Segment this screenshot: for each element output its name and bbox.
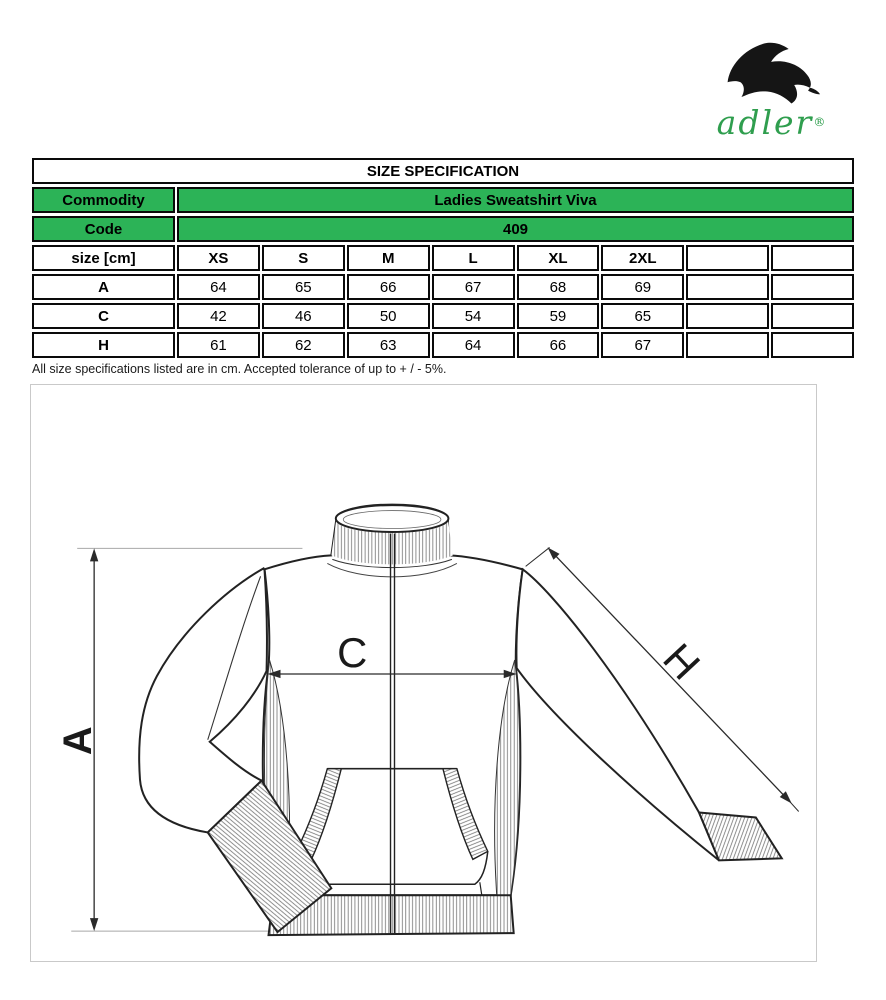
size-value-cell: 66 xyxy=(347,274,430,300)
size-col: L xyxy=(432,245,515,271)
size-header-row xyxy=(32,245,854,271)
measure-row-a xyxy=(32,274,854,300)
size-spec-table xyxy=(30,155,856,361)
adler-logo xyxy=(702,36,842,142)
size-col: XL xyxy=(517,245,600,271)
size-value-cell: 54 xyxy=(432,303,515,329)
tolerance-note: All size specifications listed are in cm. Accepted tolerance of up to + / - 5%. xyxy=(32,362,447,376)
right-sleeve xyxy=(516,569,781,860)
table-title-row xyxy=(32,158,854,184)
size-value-cell: 64 xyxy=(177,274,260,300)
commodity-label: Commodity xyxy=(32,187,175,213)
size-value-cell: 59 xyxy=(517,303,600,329)
size-value-cell: 69 xyxy=(601,274,684,300)
size-value-cell: 65 xyxy=(601,303,684,329)
size-value-cell-empty xyxy=(686,303,769,329)
size-value-cell: 46 xyxy=(262,303,345,329)
size-value-cell: 67 xyxy=(601,332,684,358)
size-value-cell-empty xyxy=(686,274,769,300)
size-col: M xyxy=(347,245,430,271)
size-value-cell: 50 xyxy=(347,303,430,329)
row-label: C xyxy=(32,303,175,329)
size-value-cell: 66 xyxy=(517,332,600,358)
sweatshirt-drawing xyxy=(31,385,816,961)
size-value-cell: 42 xyxy=(177,303,260,329)
size-value-cell: 62 xyxy=(262,332,345,358)
size-value-cell: 67 xyxy=(432,274,515,300)
label-c: C xyxy=(337,629,368,677)
registered-mark: ® xyxy=(813,115,828,129)
size-col: 2XL xyxy=(601,245,684,271)
label-a: A xyxy=(56,726,101,756)
size-col-header: size [cm] xyxy=(32,245,175,271)
size-value-cell-empty xyxy=(771,332,854,358)
size-value-cell-empty xyxy=(771,303,854,329)
collar-opening xyxy=(336,505,449,532)
label-h: H xyxy=(654,634,710,689)
commodity-row xyxy=(32,187,854,213)
brand-text: adler xyxy=(716,103,814,142)
table-title: SIZE SPECIFICATION xyxy=(32,158,854,184)
size-value-cell: 64 xyxy=(432,332,515,358)
size-value-cell-empty xyxy=(686,332,769,358)
row-label: H xyxy=(32,332,175,358)
garment-diagram xyxy=(30,384,817,962)
measure-row-c xyxy=(32,303,854,329)
size-value-cell: 65 xyxy=(262,274,345,300)
code-row xyxy=(32,216,854,242)
size-col-empty xyxy=(771,245,854,271)
brand-wordmark xyxy=(702,103,842,142)
code-value: 409 xyxy=(177,216,854,242)
size-col: XS xyxy=(177,245,260,271)
code-label: Code xyxy=(32,216,175,242)
row-label: A xyxy=(32,274,175,300)
commodity-value: Ladies Sweatshirt Viva xyxy=(177,187,854,213)
size-col-empty xyxy=(686,245,769,271)
size-col: S xyxy=(262,245,345,271)
eagle-icon xyxy=(716,36,828,110)
measure-row-h xyxy=(32,332,854,358)
size-value-cell: 68 xyxy=(517,274,600,300)
size-value-cell-empty xyxy=(771,274,854,300)
size-value-cell: 61 xyxy=(177,332,260,358)
size-value-cell: 63 xyxy=(347,332,430,358)
